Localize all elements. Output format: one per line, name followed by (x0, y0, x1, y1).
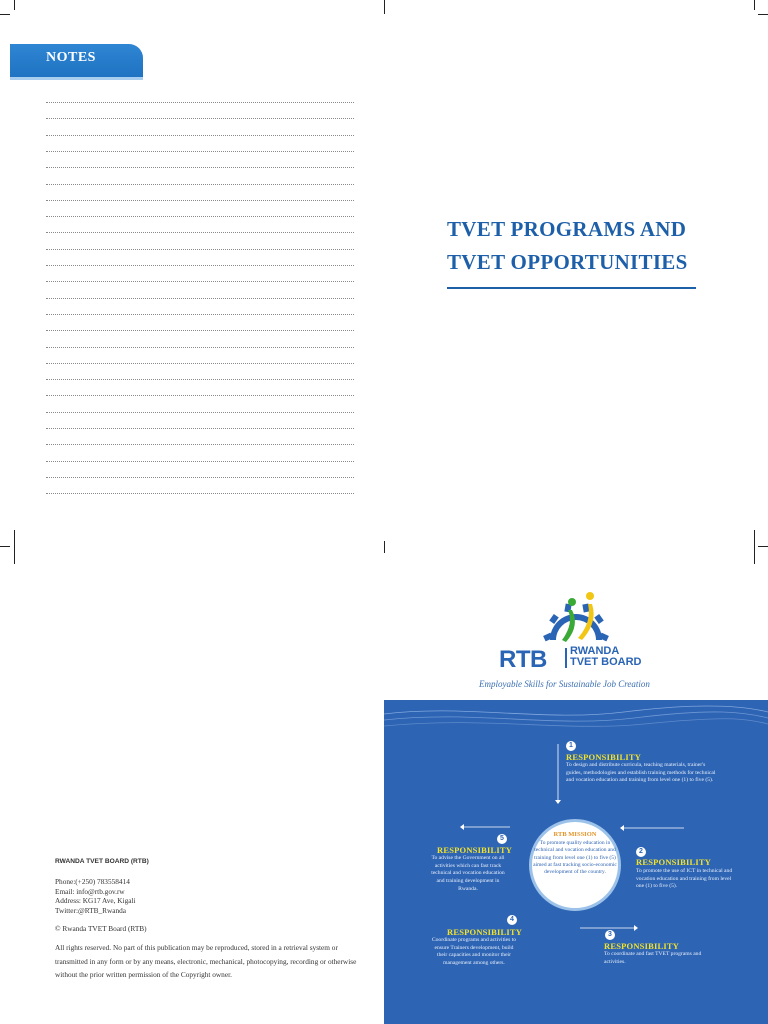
responsibility-3-text: To coordinate and fast TVET programs and activities. (604, 951, 702, 965)
tagline: Employable Skills for Sustainable Job Creation (479, 679, 650, 689)
crop-mark (14, 530, 15, 564)
figure-body-green (562, 610, 575, 642)
contact-phone: Phone:(+250) 783558414 (55, 877, 130, 886)
note-line (46, 363, 354, 364)
title-underline (447, 287, 696, 289)
mission-text: To promote quality education in technical and vocation education and training from level one (1) to five (5) aimed at fast tracking socio-economic development of the country. (533, 840, 617, 876)
page-title (447, 213, 747, 279)
crop-mark (14, 0, 15, 10)
crop-mark (754, 530, 755, 564)
note-line (46, 395, 354, 396)
responsibility-2-number: 2 (636, 847, 646, 857)
responsibility-5-text: To advise the Government on all activities which can fast track technical and vocation education and training development in Rwanda. (431, 855, 505, 892)
responsibility-4-number: 4 (507, 915, 517, 925)
note-line (46, 265, 354, 266)
note-line (46, 428, 354, 429)
crop-mark (754, 0, 755, 10)
responsibility-4-text: Coordinate programs and activities to ensure Trainers development, build their capacities and monitor their management among others. (431, 937, 517, 967)
note-line (46, 200, 354, 201)
note-line (46, 151, 354, 152)
note-line (46, 461, 354, 462)
contact-email: Email: info@rtb.gov.rw (55, 886, 125, 896)
contact-address: Address: KG17 Ave, Kigali (55, 896, 136, 905)
contact-twitter: Twitter:@RTB_Rwanda (55, 905, 127, 915)
responsibility-3-title: RESPONSIBILITY (604, 941, 680, 951)
responsibility-4-title: RESPONSIBILITY (447, 927, 523, 937)
responsibility-3-number: 3 (605, 930, 615, 940)
crop-mark (758, 14, 768, 15)
crop-mark (384, 0, 385, 14)
figure-head-yellow (586, 592, 594, 600)
logo-name-line-2: TVET BOARD (570, 656, 642, 668)
responsibility-2-title: RESPONSIBILITY (636, 857, 712, 867)
note-line (46, 102, 354, 103)
note-line (46, 118, 354, 119)
note-line (46, 412, 354, 413)
note-line (46, 135, 354, 136)
note-line (46, 281, 354, 282)
rights-statement: All rights reserved. No part of this publication may be reproduced, stored in a retrieval system or transmitted in any form or by any means, electronic, mechanical, photocopying, recording or otherwise without the prior written permission of the Copyright owner. (55, 943, 357, 979)
gear-icon (543, 604, 609, 642)
note-line (46, 232, 354, 233)
note-line (46, 249, 354, 250)
contact-details (55, 877, 136, 915)
responsibility-1-text: To design and distribute curricula, teaching materials, trainer's guides, methodologies and establish training methods for technical and vocation education and training from level one (1) to five (5). (566, 762, 716, 784)
note-line (46, 444, 354, 445)
crop-mark (0, 546, 10, 547)
logo-acronym: RTB (499, 646, 547, 673)
note-line (46, 347, 354, 348)
note-line (46, 477, 354, 478)
copyright: © Rwanda TVET Board (RTB) (55, 924, 147, 933)
note-line (46, 314, 354, 315)
responsibility-1-number: 1 (566, 741, 576, 751)
responsibility-2-text: To promote the use of ICT in technical and vocation education and training from level one (1) to five (5). (636, 868, 733, 890)
note-line (46, 330, 354, 331)
title-line-1: TVET PROGRAMS AND (447, 217, 687, 241)
crop-mark (758, 546, 768, 547)
note-line (46, 216, 354, 217)
notes-tab: NOTES (10, 44, 143, 77)
crop-mark (0, 14, 10, 15)
figure-head-green (568, 598, 576, 606)
title-line-2: TVET OPPORTUNITIES (447, 250, 688, 274)
logo-name-line-1: RWANDA (570, 645, 620, 657)
responsibility-5-title: RESPONSIBILITY (437, 845, 513, 855)
logo-name (570, 646, 642, 668)
responsibility-1-title: RESPONSIBILITY (566, 752, 642, 762)
responsibility-5-number: 5 (497, 834, 507, 844)
logo-separator (565, 648, 567, 668)
note-line (46, 184, 354, 185)
crop-mark (384, 541, 385, 553)
note-line (46, 167, 354, 168)
note-line (46, 493, 354, 494)
note-line (46, 298, 354, 299)
note-line (46, 379, 354, 380)
org-name: RWANDA TVET BOARD (RTB) (55, 858, 149, 865)
mission-title: RTB MISSION (553, 831, 597, 838)
